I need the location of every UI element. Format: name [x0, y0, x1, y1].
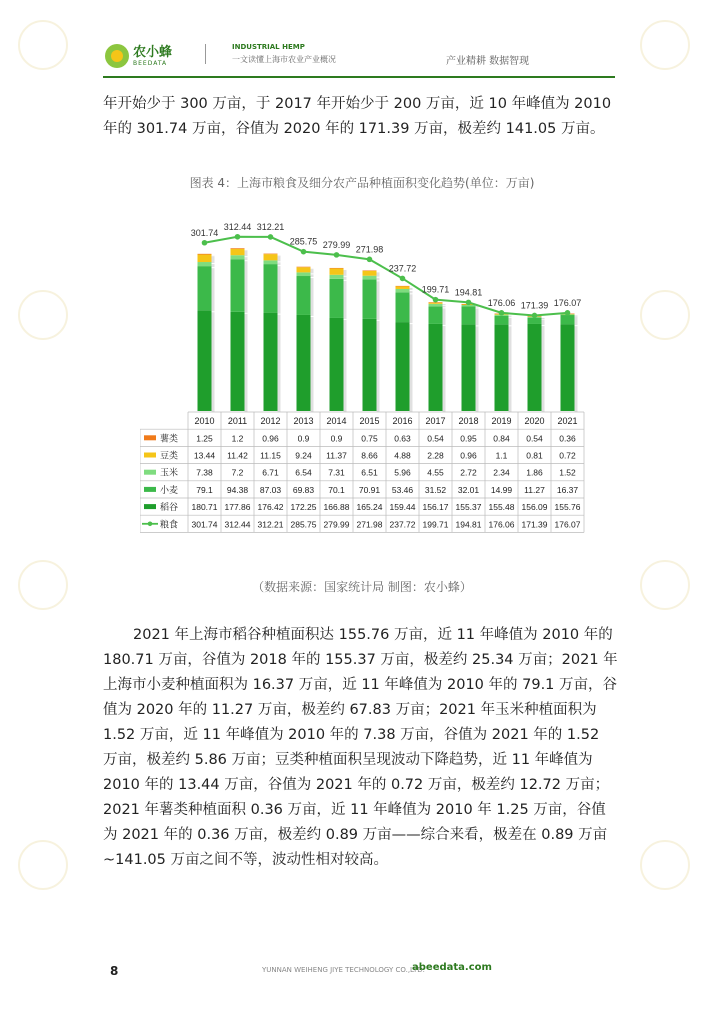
bar-shadow — [443, 304, 446, 305]
legend-swatch-薯类 — [144, 435, 156, 440]
data-label-薯类-2011: 1.2 — [231, 433, 244, 444]
data-label-稻谷-2014: 166.88 — [323, 502, 350, 513]
line-point-2010 — [202, 240, 208, 246]
data-label-薯类-2013: 0.9 — [297, 433, 310, 444]
bar-薯类-2014 — [330, 268, 344, 269]
legend-label-小麦: 小麦 — [160, 484, 179, 495]
line-point-2012 — [268, 234, 274, 240]
data-label-粮食-2018: 194.81 — [455, 519, 482, 530]
bar-shadow — [476, 309, 479, 326]
bar-shadow — [377, 278, 380, 281]
line-point-2021 — [565, 310, 571, 316]
bar-稻谷-2012 — [264, 313, 278, 411]
legend-label-粮食: 粮食 — [160, 519, 179, 530]
data-label-玉米-2018: 2.72 — [460, 467, 477, 478]
data-label-稻谷-2016: 159.44 — [389, 502, 416, 513]
x-tick-label: 2021 — [557, 416, 578, 427]
data-label-豆类-2017: 2.28 — [427, 450, 444, 461]
bar-豆类-2010 — [198, 255, 212, 262]
line-label-2012: 312.21 — [256, 221, 285, 232]
bar-shadow — [278, 315, 281, 412]
x-tick-label: 2013 — [293, 416, 314, 427]
bar-shadow — [245, 250, 248, 251]
bar-shadow — [509, 326, 512, 412]
bar-小麦-2021 — [561, 315, 575, 324]
bar-小麦-2015 — [363, 279, 377, 319]
data-label-稻谷-2013: 172.25 — [290, 502, 317, 513]
bar-shadow — [410, 294, 413, 323]
bar-玉米-2017 — [429, 304, 443, 307]
data-label-粮食-2013: 285.75 — [290, 519, 317, 530]
data-label-玉米-2020: 1.86 — [526, 467, 543, 478]
line-label-2015: 271.98 — [355, 244, 384, 255]
data-label-豆类-2012: 11.15 — [260, 450, 281, 461]
data-label-豆类-2020: 0.81 — [526, 450, 543, 461]
bar-小麦-2011 — [231, 259, 245, 312]
data-label-玉米-2013: 6.54 — [295, 467, 312, 478]
bar-shadow — [212, 257, 215, 263]
bar-薯类-2012 — [264, 254, 278, 255]
line-point-2017 — [433, 297, 439, 303]
data-label-玉米-2010: 7.38 — [196, 467, 213, 478]
x-tick-label: 2010 — [194, 416, 215, 427]
line-label-2013: 285.75 — [289, 236, 318, 247]
watermark-logo — [18, 290, 68, 340]
data-label-小麦-2014: 70.1 — [328, 484, 345, 495]
bar-小麦-2010 — [198, 266, 212, 310]
data-label-小麦-2018: 32.01 — [457, 484, 480, 495]
bar-稻谷-2020 — [528, 324, 542, 411]
bar-shadow — [443, 326, 446, 412]
bar-shadow — [377, 321, 380, 412]
line-point-2014 — [334, 252, 340, 258]
legend-swatch-小麦 — [144, 487, 156, 492]
bar-玉米-2016 — [396, 289, 410, 292]
page-header — [0, 0, 724, 80]
line-point-2015 — [367, 257, 373, 263]
bar-薯类-2011 — [231, 248, 245, 249]
logo-text: 农小蜂 — [133, 44, 173, 60]
bar-shadow — [212, 264, 215, 267]
bar-shadow — [212, 312, 215, 412]
line-label-2010: 301.74 — [190, 227, 219, 238]
bar-shadow — [245, 251, 248, 256]
data-label-玉米-2014: 7.31 — [328, 467, 345, 478]
bar-shadow — [278, 256, 281, 261]
bar-薯类-2015 — [363, 270, 377, 271]
line-point-2016 — [400, 276, 406, 282]
data-label-豆类-2016: 4.88 — [394, 450, 411, 461]
line-label-2019: 176.06 — [487, 297, 516, 308]
bar-稻谷-2015 — [363, 319, 377, 411]
line-point-2019 — [499, 310, 505, 316]
bar-玉米-2015 — [363, 276, 377, 280]
x-tick-label: 2016 — [392, 416, 413, 427]
x-tick-label: 2019 — [491, 416, 512, 427]
bar-小麦-2014 — [330, 279, 344, 318]
bar-shadow — [575, 317, 578, 325]
data-label-小麦-2015: 70.91 — [358, 484, 381, 495]
line-point-2020 — [532, 313, 538, 319]
data-label-粮食-2019: 176.06 — [488, 519, 515, 530]
data-label-薯类-2019: 0.84 — [493, 433, 510, 444]
line-label-2011: 312.44 — [223, 221, 252, 232]
data-label-玉米-2016: 5.96 — [394, 467, 411, 478]
line-label-2017: 199.71 — [421, 284, 450, 295]
data-label-薯类-2017: 0.54 — [427, 433, 444, 444]
data-label-豆类-2013: 9.24 — [295, 450, 312, 461]
data-label-稻谷-2010: 180.71 — [191, 502, 218, 513]
bar-shadow — [311, 274, 314, 277]
data-label-粮食-2017: 199.71 — [422, 519, 449, 530]
data-label-小麦-2020: 11.27 — [524, 484, 545, 495]
data-label-玉米-2021: 1.52 — [559, 467, 576, 478]
bar-玉米-2010 — [198, 262, 212, 266]
bar-shadow — [245, 314, 248, 412]
data-label-稻谷-2015: 165.24 — [356, 502, 383, 513]
footer-url[interactable]: abeedata.com — [412, 962, 492, 973]
data-label-稻谷-2020: 156.09 — [521, 502, 548, 513]
page-number: 8 — [110, 964, 119, 978]
bar-shadow — [410, 288, 413, 289]
legend-label-稻谷: 稻谷 — [160, 502, 179, 513]
bar-shadow — [410, 288, 413, 290]
brand-logo — [105, 44, 172, 68]
bar-shadow — [212, 268, 215, 311]
analysis-paragraph: 2021 年上海市稻谷种植面积达 155.76 万亩，近 11 年峰值为 2010 年的 180.71 万亩，谷值为 2018 年的 155.37 万亩，极差约 25.34 万亩；2021 年上海市小麦种植面积为 16.37 万亩，近 11 年峰值为 2010 年的 79.1 万亩，谷值为 2020 年的 11.27 万亩，极差约 67.83 万亩；2021 年玉米种植面积为 1.52 万亩，近 11 年峰值为 2010 年的 7.38 万亩，谷值为 2021 年的 1.52 万亩，极差约 5.86 万亩；豆类种植面积呈现波动下降趋势，近 11 年峰值为 2010 年的 13.44 万亩，谷值为 2021 年的 0.72 万亩，极差约 12.72 万亩；2021 年薯类种植面积 0.36 万亩，近 11 年峰值为 2010 年 1.25 万亩，谷值为 2021 年的 0.36 万亩，极差约 0.89 万亩——综合来看，极差在 0.89 万亩~141.05 万亩之间不等，波动性相对较高。 — [103, 627, 618, 868]
bar-shadow — [278, 262, 281, 265]
bar-shadow — [542, 318, 545, 319]
bar-shadow — [410, 291, 413, 293]
data-label-豆类-2021: 0.72 — [559, 450, 576, 461]
bar-稻谷-2018 — [462, 324, 476, 411]
legend-label-薯类: 薯类 — [160, 433, 179, 444]
bar-shadow — [311, 317, 314, 412]
data-label-小麦-2010: 79.1 — [196, 484, 213, 495]
data-label-薯类-2021: 0.36 — [559, 433, 576, 444]
data-label-粮食-2012: 312.21 — [257, 519, 284, 530]
data-label-稻谷-2012: 176.42 — [257, 502, 284, 513]
bar-shadow — [311, 278, 314, 316]
data-label-豆类-2019: 1.1 — [495, 450, 508, 461]
data-label-小麦-2011: 94.38 — [226, 484, 249, 495]
bar-shadow — [575, 326, 578, 412]
x-tick-label: 2020 — [524, 416, 545, 427]
x-tick-label: 2011 — [227, 416, 248, 427]
bar-shadow — [344, 281, 347, 319]
data-label-豆类-2015: 8.66 — [361, 450, 378, 461]
bar-shadow — [278, 256, 281, 257]
header-tagline: 产业精耕 数据智现 — [446, 56, 530, 67]
data-label-玉米-2012: 6.71 — [262, 467, 279, 478]
bar-豆类-2011 — [231, 249, 245, 255]
bar-shadow — [542, 320, 545, 325]
data-label-粮食-2011: 312.44 — [224, 519, 251, 530]
bar-shadow — [245, 257, 248, 260]
data-label-小麦-2016: 53.46 — [391, 484, 414, 495]
bar-豆类-2012 — [264, 254, 278, 260]
bar-shadow — [509, 316, 512, 317]
bar-小麦-2019 — [495, 316, 509, 324]
line-label-2016: 237.72 — [388, 263, 417, 274]
data-label-薯类-2020: 0.54 — [526, 433, 543, 444]
header-rule — [103, 76, 615, 78]
bar-shadow — [542, 319, 545, 320]
data-label-玉米-2019: 2.34 — [493, 467, 510, 478]
data-label-粮食-2016: 237.72 — [389, 519, 416, 530]
legend-label-玉米: 玉米 — [160, 467, 179, 478]
line-point-2018 — [466, 300, 472, 306]
bar-shadow — [245, 261, 248, 313]
data-label-薯类-2016: 0.63 — [394, 433, 411, 444]
bar-shadow — [311, 269, 314, 273]
watermark-logo — [18, 840, 68, 890]
bar-小麦-2018 — [462, 307, 476, 325]
bar-shadow — [377, 273, 380, 277]
bar-小麦-2016 — [396, 292, 410, 322]
data-label-稻谷-2019: 155.48 — [488, 502, 515, 513]
line-point-2013 — [301, 249, 307, 255]
legend-marker-粮食 — [148, 522, 153, 527]
data-label-薯类-2015: 0.75 — [361, 433, 378, 444]
bar-shadow — [344, 320, 347, 412]
data-label-薯类-2018: 0.95 — [460, 433, 477, 444]
bar-玉米-2014 — [330, 275, 344, 279]
bar-稻谷-2013 — [297, 315, 311, 411]
bar-薯类-2010 — [198, 254, 212, 255]
data-label-豆类-2014: 11.37 — [326, 450, 347, 461]
data-label-粮食-2020: 171.39 — [521, 519, 548, 530]
bar-shadow — [476, 306, 479, 307]
data-label-小麦-2012: 87.03 — [259, 484, 282, 495]
data-label-玉米-2015: 6.51 — [361, 467, 378, 478]
data-label-稻谷-2011: 177.86 — [224, 502, 251, 513]
bar-shadow — [344, 270, 347, 271]
data-label-小麦-2021: 16.37 — [556, 484, 579, 495]
bar-shadow — [476, 307, 479, 308]
legend-swatch-豆类 — [144, 453, 156, 458]
watermark-logo — [640, 840, 690, 890]
bar-shadow — [476, 326, 479, 412]
data-label-小麦-2013: 69.83 — [292, 484, 315, 495]
data-label-粮食-2021: 176.07 — [554, 519, 581, 530]
data-label-薯类-2012: 0.96 — [262, 433, 279, 444]
line-point-2011 — [235, 234, 241, 240]
bar-稻谷-2019 — [495, 324, 509, 411]
bar-稻谷-2011 — [231, 312, 245, 411]
data-label-玉米-2017: 4.55 — [427, 467, 444, 478]
x-tick-label: 2015 — [359, 416, 380, 427]
bar-玉米-2012 — [264, 260, 278, 264]
header-divider — [205, 44, 206, 64]
data-label-豆类-2010: 13.44 — [193, 450, 216, 461]
chart-caption: 图表 4：上海市粮食及细分农产品种植面积变化趋势(单位：万亩) — [189, 176, 535, 190]
bar-玉米-2018 — [462, 305, 476, 307]
bar-小麦-2012 — [264, 264, 278, 313]
bar-豆类-2014 — [330, 268, 344, 274]
data-label-薯类-2014: 0.9 — [330, 433, 343, 444]
legend-swatch-玉米 — [144, 470, 156, 475]
data-label-小麦-2017: 31.52 — [424, 484, 447, 495]
header-subtitle-en: INDUSTRIAL HEMP — [232, 43, 305, 51]
data-label-小麦-2019: 14.99 — [490, 484, 513, 495]
bar-shadow — [575, 316, 578, 317]
line-label-2020: 171.39 — [520, 300, 549, 311]
logo-subtext: BEEDATA — [133, 59, 168, 67]
bar-shadow — [509, 316, 512, 317]
bee-logo-icon — [105, 44, 129, 68]
bar-稻谷-2017 — [429, 324, 443, 411]
bar-豆类-2013 — [297, 267, 311, 272]
data-label-豆类-2011: 11.42 — [227, 450, 248, 461]
bar-稻谷-2010 — [198, 310, 212, 411]
bar-小麦-2017 — [429, 306, 443, 324]
data-label-稻谷-2018: 155.37 — [455, 502, 482, 513]
bar-玉米-2013 — [297, 272, 311, 276]
bar-shadow — [443, 308, 446, 325]
bar-shadow — [509, 318, 512, 325]
legend-swatch-稻谷 — [144, 504, 156, 509]
chart-source: （数据来源：国家统计局 制图：农小蜂） — [252, 580, 472, 594]
bar-玉米-2011 — [231, 255, 245, 259]
bar-shadow — [344, 277, 347, 280]
header-subtitle-cn: 一文读懂上海市农业产业概况 — [232, 55, 336, 64]
bar-豆类-2016 — [396, 286, 410, 289]
data-label-粮食-2010: 301.74 — [191, 519, 218, 530]
bar-shadow — [509, 317, 512, 318]
bar-薯类-2013 — [297, 267, 311, 268]
data-label-薯类-2010: 1.25 — [196, 433, 213, 444]
legend-label-豆类: 豆类 — [160, 450, 179, 461]
data-label-豆类-2018: 0.96 — [460, 450, 477, 461]
watermark-logo — [640, 290, 690, 340]
line-label-2021: 176.07 — [553, 297, 582, 308]
bar-shadow — [344, 270, 347, 275]
data-label-稻谷-2021: 155.76 — [554, 502, 581, 513]
data-label-玉米-2011: 7.2 — [231, 467, 244, 478]
bar-薯类-2016 — [396, 286, 410, 287]
x-tick-label: 2018 — [458, 416, 479, 427]
bar-shadow — [542, 326, 545, 412]
bar-shadow — [377, 281, 380, 320]
bar-稻谷-2014 — [330, 318, 344, 411]
bar-shadow — [278, 266, 281, 314]
x-tick-label: 2017 — [425, 416, 446, 427]
bar-shadow — [377, 272, 380, 273]
data-label-粮食-2014: 279.99 — [323, 519, 350, 530]
data-label-稻谷-2017: 156.17 — [422, 502, 449, 513]
intro-paragraph: 年开始少于 300 万亩，于 2017 年开始少于 200 万亩，近 10 年峰值为 2010 年的 301.74 万亩，谷值为 2020 年的 171.39 万亩，极差约 141.05 万亩。 — [103, 96, 612, 137]
bar-稻谷-2021 — [561, 324, 575, 411]
data-label-粮食-2015: 271.98 — [356, 519, 383, 530]
bar-shadow — [212, 256, 215, 257]
bar-小麦-2013 — [297, 276, 311, 315]
bar-豆类-2015 — [363, 271, 377, 276]
line-label-2014: 279.99 — [322, 239, 351, 250]
x-tick-label: 2014 — [326, 416, 347, 427]
footer-company: YUNNAN WEIHENG JIYE TECHNOLOGY CO.,LTD. — [262, 966, 425, 974]
line-label-2018: 194.81 — [454, 287, 483, 298]
bar-小麦-2020 — [528, 318, 542, 324]
x-tick-label: 2012 — [260, 416, 281, 427]
crop-area-chart — [140, 205, 585, 545]
bar-shadow — [443, 306, 446, 308]
bar-shadow — [410, 324, 413, 412]
bar-稻谷-2016 — [396, 322, 410, 411]
